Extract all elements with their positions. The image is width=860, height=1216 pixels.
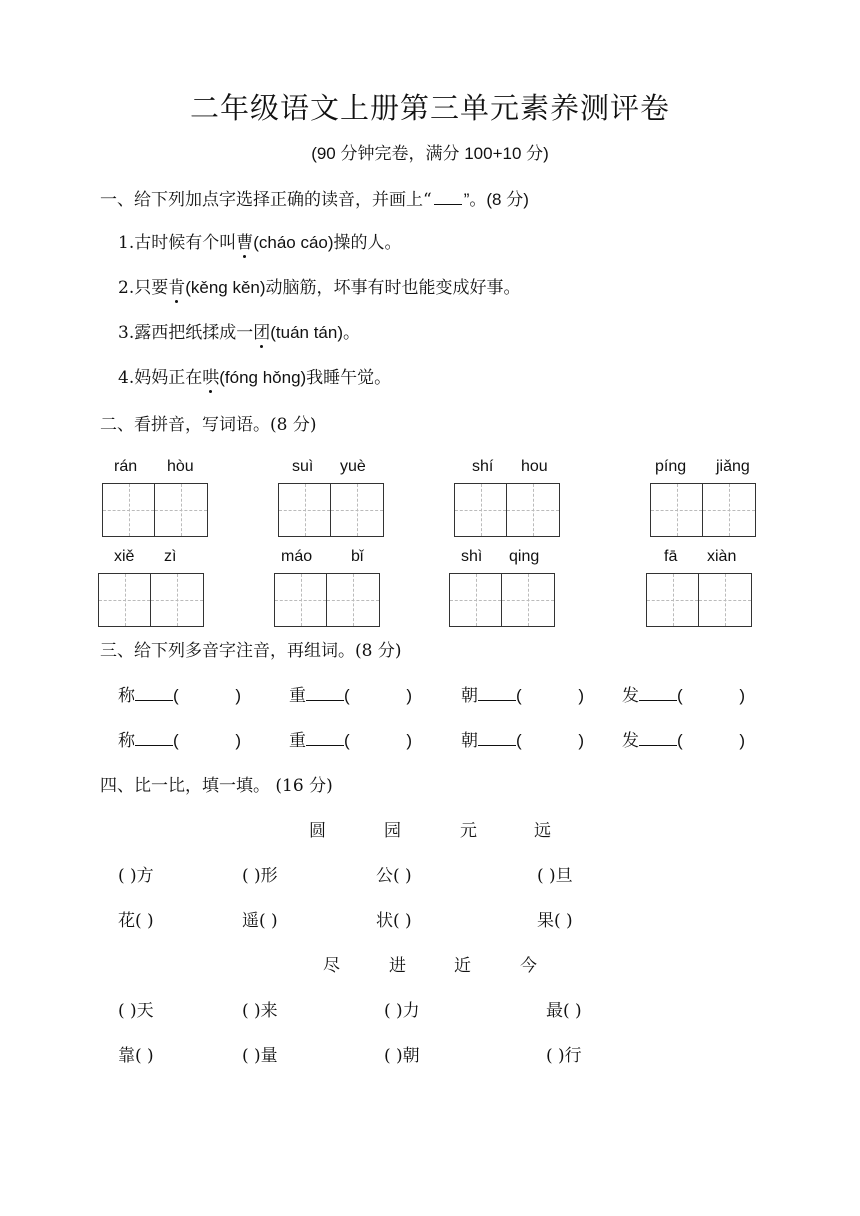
grid-cell[interactable]: [502, 574, 554, 626]
fill-item[interactable]: ( )天: [118, 1001, 154, 1021]
answer-blank[interactable]: [135, 686, 173, 701]
fill-item[interactable]: ( )方: [118, 866, 154, 886]
pinyin: jiǎng: [716, 458, 750, 475]
fill-item[interactable]: 公( ): [376, 866, 412, 886]
polyphone-char: 重: [289, 686, 306, 706]
grid-cell[interactable]: [450, 574, 502, 626]
grid-cell[interactable]: [651, 484, 703, 536]
grid-cell[interactable]: [279, 484, 331, 536]
grid-cell[interactable]: [151, 574, 203, 626]
q3-post: (tuán tán)。: [270, 323, 360, 342]
grid-cell[interactable]: [699, 574, 751, 626]
q1-pre: 1.古时候有个叫: [118, 233, 237, 253]
page-subtitle: (90 分钟完卷，满分 100+10 分): [311, 144, 549, 163]
q2-dotted-char: 肯: [168, 273, 185, 298]
grid-cell[interactable]: [103, 484, 155, 536]
page-title: 二年级语文上册第三单元素养测评卷: [189, 91, 670, 125]
pinyin: zì: [164, 548, 177, 565]
polyphone-char: 称: [118, 686, 135, 706]
writing-grid[interactable]: [454, 483, 560, 537]
writing-grid[interactable]: [102, 483, 208, 537]
answer-blank[interactable]: [639, 686, 677, 701]
polyphone-item: 重 ( ): [289, 686, 412, 706]
fill-item[interactable]: ( )形: [242, 866, 278, 886]
grid-cell[interactable]: [155, 484, 207, 536]
q3-dotted-char: 团: [253, 318, 270, 343]
compare-char: 圆: [309, 821, 326, 841]
writing-grid[interactable]: [278, 483, 384, 537]
compare-char: 园: [384, 821, 401, 841]
pinyin: píng: [655, 458, 687, 475]
fill-item[interactable]: 果( ): [537, 911, 573, 931]
answer-underline: [434, 190, 462, 205]
q4-dotted-char: 哄: [202, 363, 219, 388]
pinyin: fā: [664, 548, 678, 565]
polyphone-char: 朝: [461, 686, 478, 706]
writing-grid[interactable]: [650, 483, 756, 537]
q3-pre: 3.露西把纸揉成一: [118, 323, 254, 343]
fill-item[interactable]: 靠( ): [118, 1046, 154, 1066]
pinyin: rán: [114, 458, 138, 475]
compare-char: 今: [520, 956, 537, 976]
grid-cell[interactable]: [99, 574, 151, 626]
q4-post: (fóng hǒng)我睡午觉。: [219, 368, 392, 387]
question-2: [118, 273, 521, 298]
fill-item[interactable]: 花( ): [118, 911, 154, 931]
fill-item[interactable]: ( )旦: [537, 866, 573, 886]
q2-post: (kěng kěn)动脑筋，坏事有时也能变成好事。: [185, 278, 521, 297]
q2-pre: 2.只要: [118, 278, 169, 298]
grid-cell[interactable]: [647, 574, 699, 626]
pinyin: yuè: [340, 458, 366, 475]
q4-pre: 4.妈妈正在: [118, 368, 203, 388]
fill-item[interactable]: ( )量: [242, 1046, 278, 1066]
compare-char: 尽: [323, 956, 340, 976]
polyphone-char: 重: [289, 731, 306, 751]
fill-item[interactable]: ( )力: [384, 1001, 420, 1021]
section-1-label: 一、给下列加点字选择正确的读音，并画上“: [100, 190, 432, 210]
q1-post: (cháo cáo)操的人。: [253, 233, 402, 252]
polyphone-item: 称 ( ): [118, 731, 241, 751]
pinyin: máo: [281, 548, 313, 565]
polyphone-item: 称 ( ): [118, 686, 241, 706]
writing-grid[interactable]: [646, 573, 752, 627]
section-1-heading: [100, 185, 529, 210]
answer-blank[interactable]: [135, 731, 173, 746]
pinyin: xiě: [114, 548, 135, 565]
fill-item[interactable]: 最( ): [546, 1001, 582, 1021]
polyphone-item: 发 ( ): [622, 731, 745, 751]
writing-grid[interactable]: [274, 573, 380, 627]
grid-cell[interactable]: [455, 484, 507, 536]
polyphone-char: 朝: [461, 731, 478, 751]
pinyin: suì: [292, 458, 314, 475]
fill-item[interactable]: 状( ): [376, 911, 412, 931]
section-1-tail: ”。(8 分): [463, 190, 529, 209]
compare-char: 进: [389, 956, 406, 976]
section-4-heading: 四、比一比，填一填。 (16 分): [100, 776, 333, 796]
grid-cell[interactable]: [331, 484, 383, 536]
fill-item[interactable]: ( )朝: [384, 1046, 420, 1066]
answer-blank[interactable]: [478, 686, 516, 701]
fill-item[interactable]: 遥( ): [242, 911, 278, 931]
grid-cell[interactable]: [507, 484, 559, 536]
fill-item[interactable]: ( )行: [546, 1046, 582, 1066]
polyphone-item: 朝 ( ): [461, 731, 584, 751]
grid-cell[interactable]: [275, 574, 327, 626]
answer-blank[interactable]: [306, 686, 344, 701]
question-1: [118, 228, 402, 253]
fill-item[interactable]: ( )来: [242, 1001, 278, 1021]
pinyin: xiàn: [707, 548, 737, 565]
grid-cell[interactable]: [327, 574, 379, 626]
polyphone-item: 朝 ( ): [461, 686, 584, 706]
writing-grid[interactable]: [449, 573, 555, 627]
polyphone-item: 重 ( ): [289, 731, 412, 751]
polyphone-char: 称: [118, 731, 135, 751]
polyphone-item: 发 ( ): [622, 686, 745, 706]
pinyin: shì: [461, 548, 483, 565]
pinyin: qing: [509, 548, 540, 565]
q1-dotted-char: 曹: [236, 228, 253, 253]
writing-grid[interactable]: [98, 573, 204, 627]
grid-cell[interactable]: [703, 484, 755, 536]
answer-blank[interactable]: [639, 731, 677, 746]
polyphone-char: 发: [622, 731, 639, 751]
question-3: [118, 318, 360, 343]
section-2-heading: 二、看拼音，写词语。(8 分): [100, 415, 317, 435]
pinyin: bǐ: [351, 548, 364, 565]
compare-char: 近: [454, 956, 471, 976]
section-3-heading: 三、给下列多音字注音，再组词。(8 分): [100, 641, 402, 661]
pinyin: hòu: [167, 458, 194, 475]
compare-char: 远: [534, 821, 551, 841]
answer-blank[interactable]: [478, 731, 516, 746]
compare-char: 元: [460, 821, 477, 841]
pinyin: shí: [472, 458, 494, 475]
pinyin: hou: [521, 458, 548, 475]
polyphone-char: 发: [622, 686, 639, 706]
answer-blank[interactable]: [306, 731, 344, 746]
question-4: [118, 363, 391, 388]
